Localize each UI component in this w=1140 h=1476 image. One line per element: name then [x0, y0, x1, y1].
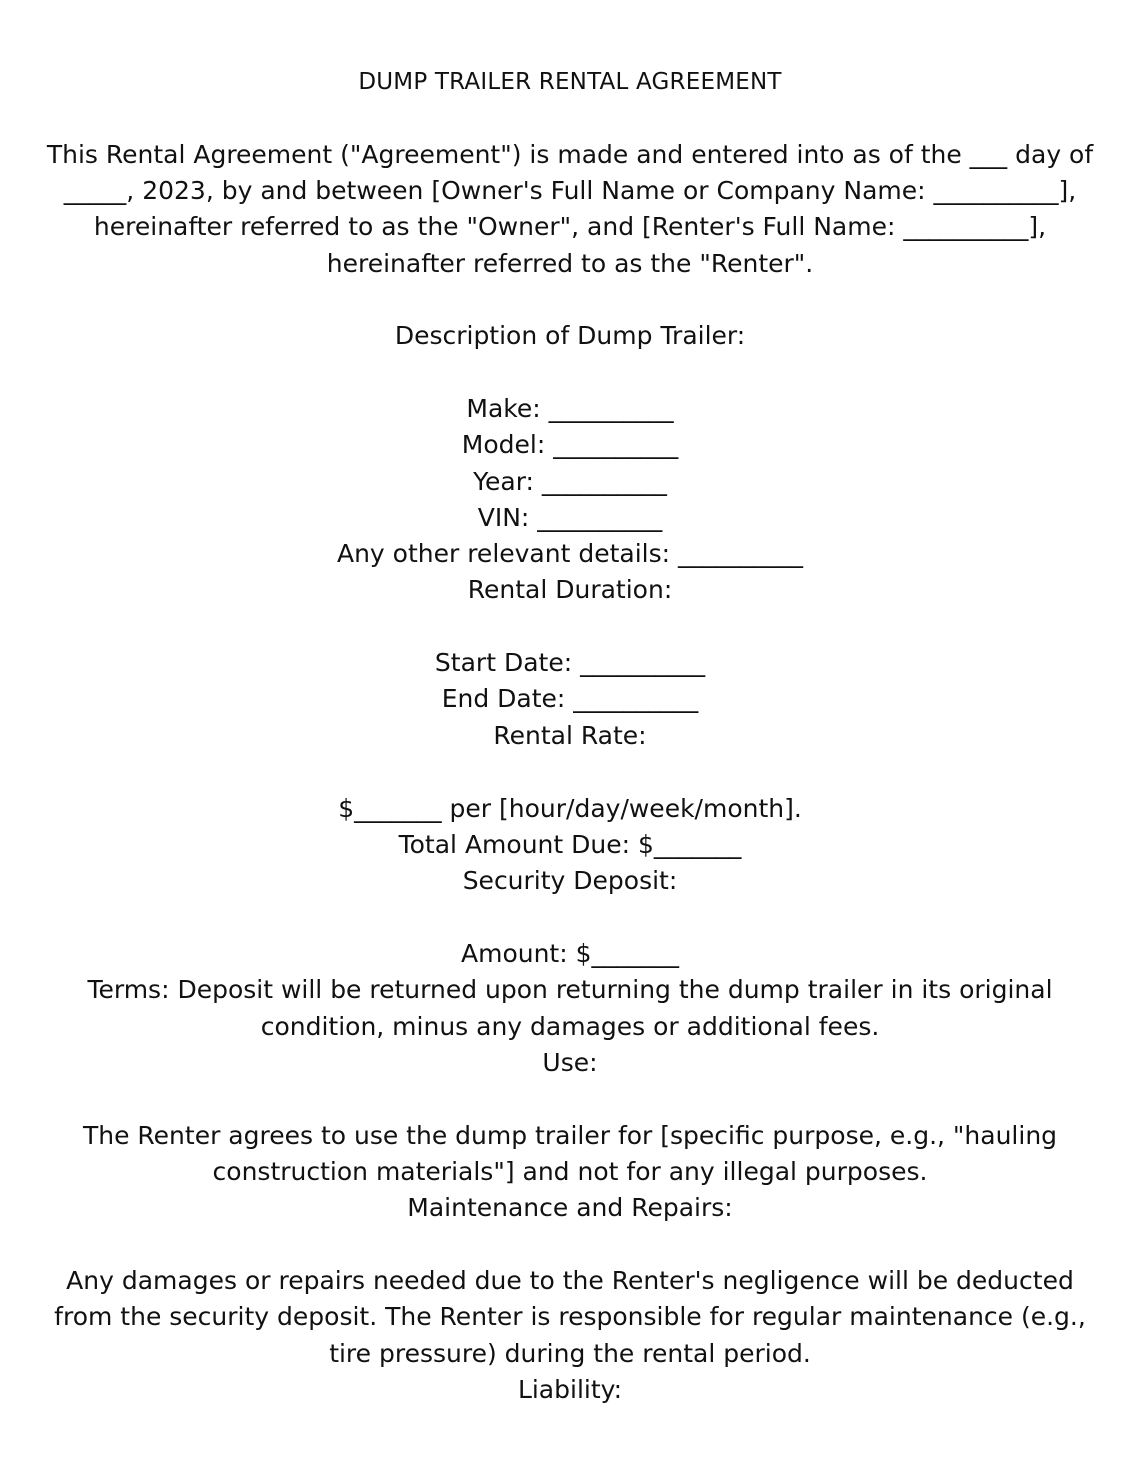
intro-line-4: hereinafter referred to as the "Renter".	[326, 249, 814, 278]
end-date-field: End Date: __________	[441, 684, 699, 713]
intro-line-3: hereinafter referred to as the "Owner", and [Renter's Full Name: __________],	[93, 212, 1047, 241]
description-heading: Description of Dump Trailer:	[394, 321, 746, 350]
use-text-line-1: The Renter agrees to use the dump trailer for [specific purpose, e.g., "hauling	[82, 1121, 1058, 1150]
deposit-amount-field: Amount: $_______	[460, 939, 680, 968]
start-date-field: Start Date: __________	[434, 648, 706, 677]
maintenance-text-line-2: from the security deposit. The Renter is responsible for regular maintenance (e.g.,	[54, 1302, 1086, 1331]
rate-per-field: $_______ per [hour/day/week/month].	[338, 794, 802, 823]
liability-heading: Liability:	[517, 1375, 623, 1404]
deposit-terms-line-2: condition, minus any damages or additional fees.	[260, 1012, 880, 1041]
use-text-line-2: construction materials"] and not for any illegal purposes.	[212, 1157, 928, 1186]
use-heading: Use:	[542, 1048, 598, 1077]
rental-rate-heading: Rental Rate:	[493, 721, 647, 750]
security-deposit-heading: Security Deposit:	[462, 866, 678, 895]
other-details-field: Any other relevant details: __________	[336, 539, 804, 568]
document-title: DUMP TRAILER RENTAL AGREEMENT	[358, 69, 782, 95]
intro-line-1: This Rental Agreement ("Agreement") is made and entered into as of the ___ day of	[46, 140, 1094, 169]
rental-duration-heading: Rental Duration:	[467, 575, 673, 604]
year-field: Year: __________	[473, 467, 667, 496]
maintenance-heading: Maintenance and Repairs:	[407, 1193, 733, 1222]
maintenance-text-line-3: tire pressure) during the rental period.	[329, 1339, 811, 1368]
model-field: Model: __________	[461, 430, 679, 459]
intro-line-2: _____, 2023, by and between [Owner's Full Name or Company Name: __________],	[63, 176, 1077, 205]
deposit-terms-line-1: Terms: Deposit will be returned upon returning the dump trailer in its original	[87, 975, 1053, 1004]
total-amount-field: Total Amount Due: $_______	[398, 830, 742, 859]
maintenance-text-line-1: Any damages or repairs needed due to the Renter's negligence will be deducted	[66, 1266, 1074, 1295]
vin-field: VIN: __________	[477, 503, 663, 532]
make-field: Make: __________	[466, 394, 674, 423]
